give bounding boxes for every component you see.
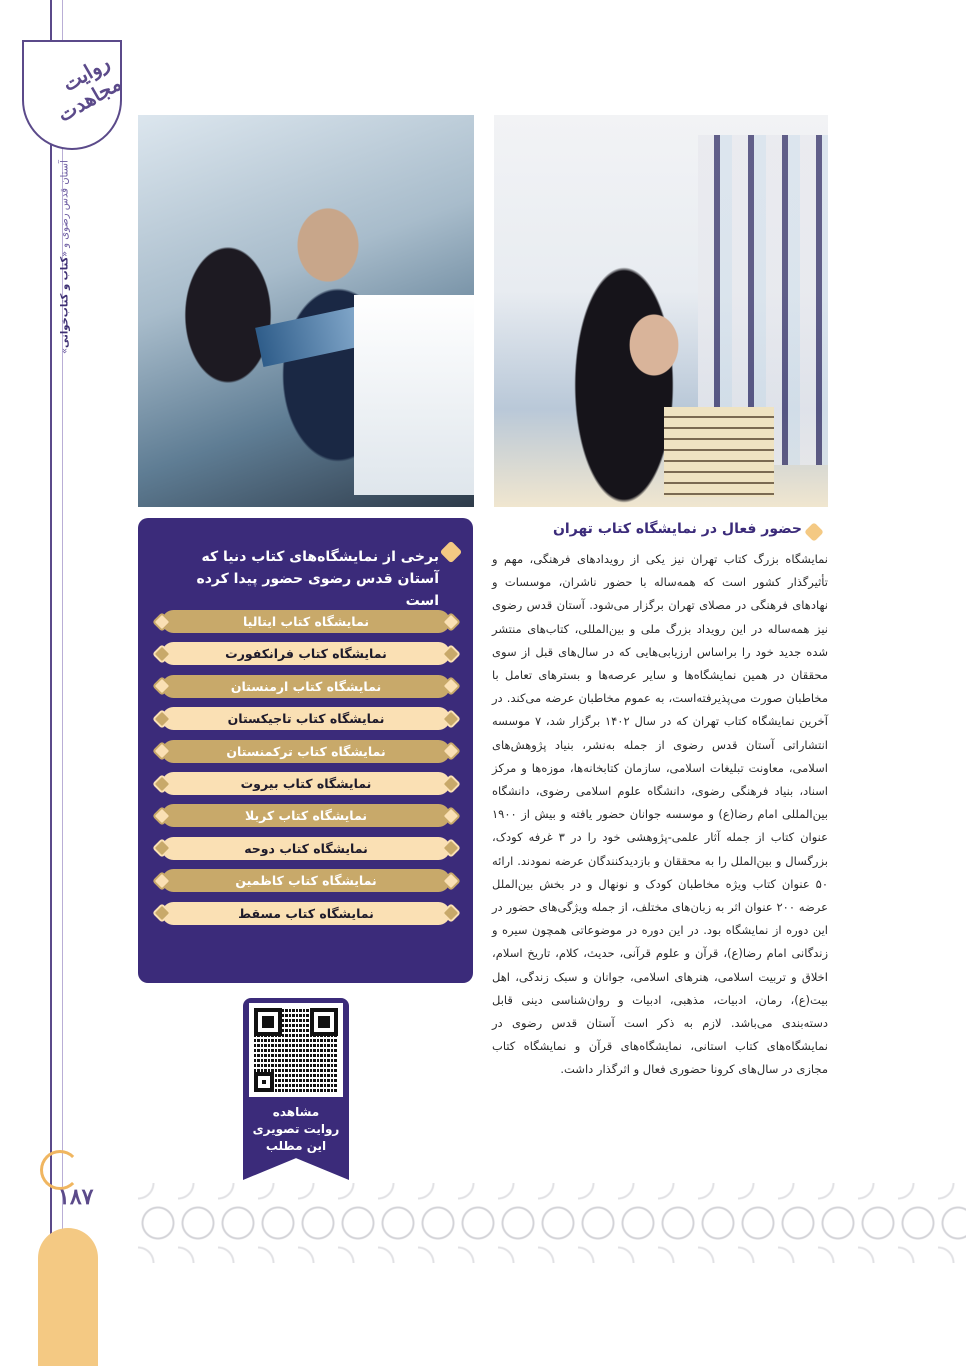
diamond-bullet-icon [440, 541, 463, 564]
photo-women-at-bookstand [494, 115, 828, 507]
ornament-icon [150, 837, 173, 860]
ornament-icon [150, 902, 173, 925]
logo-text: روایت مجاهدت [53, 50, 126, 127]
ornament-icon [150, 804, 173, 827]
ornament-icon [439, 869, 462, 892]
qr-caption [243, 1104, 349, 1155]
ornament-icon [439, 837, 462, 860]
photo-man-reading-book [138, 115, 474, 507]
exhibition-item [162, 707, 450, 730]
qr-code[interactable] [249, 1003, 343, 1097]
section-caption-suffix: » [59, 348, 71, 355]
article-paragraph: نمایشگاه بزرگ کتاب تهران نیز یکی از رویدادهای فرهنگی، مهم و تأثیرگذار کشور است که همه‌ساله با حضور ناشران، موسسات و نهادهای فرهنگی در مصلای تهران برگزار می‌شود. آستان قدس رضوی نیز همه‌ساله در این رویداد بزرگ ملی و بین‌المللی، کتاب‌های منتشر شده جدید خود را براساس ارزیابی‌هایی که در سال‌های قبل از سوی محققان در همین نمایشگاه‌ها و سایر عرصه‌ها و بسترهای تعامل با مخاطبان صورت می‌پذیرفته‌است، به عموم مخاطبان عرضه می‌کند. در آخرین نمایشگاه کتاب تهران که در سال ۱۴۰۲ برگزار شد، ۷ موسسه انتشاراتی آستان قدس رضوی از جمله به‌نشر، بنیاد پژوهش‌های اسلامی، معاونت تبلیغات اسلامی، سازمان کتابخانه‌ها، موزه‌ها و مرکز اسناد، بنیاد فرهنگی رضوی، دانشگاه علوم اسلامی رضوی، دانشگاه بین‌المللی امام رضا(ع) و موسسه جوانان حضور یافته و بیش از ۱۹۰۰ عنوان کتاب از جمله آثار علمی-پژوهشی خود را در ۳ غرفه کودک، بزرگسال و بین‌الملل را به محققان و بازدیدکنندگان عرضه نمودند. ارائه ۵۰ عنوان کتاب ویژه مخاطبان کودک و نونهال و در بخش بین‌الملل عرضه ۲۰۰ عنوان اثر به زبان‌های مختلف، از جمله ویژگی‌های حضور در این دوره از نمایشگاه بود. در این دوره در موضوعاتی همچون سیره و زندگانی امام رضا(ع)، قرآن و علوم قرآنی، حدیث، کلام، تاریخ اسلام، اخلاق و تربیت اسلامی، هنرهای اسلامی، جوانان و سبک زندگی، اهل بیت(ع)، رمان، ادبیات، مذهبی، ادبیات و روان‌شناسی دینی قابل دسته‌بندی می‌باشد. لازم به ذکر است آستان قدس رضوی در نمایشگاه‌های کتاب استانی، نمایشگاه‌های قرآن و نمایشگاه کتاب مجازی در سال‌های کرونا حضوری فعال و اثرگذار داشت. [492, 552, 828, 1077]
ornament-icon [150, 675, 173, 698]
ornament-icon [150, 740, 173, 763]
photo-display-wall [354, 295, 474, 495]
diamond-bullet-icon [804, 522, 824, 542]
exhibition-item-label: نمایشگاه کتاب ایتالیا [242, 614, 370, 629]
magazine-logo [22, 40, 126, 150]
exhibition-item-label: نمایشگاه کتاب ارمنستان [230, 678, 382, 694]
ornament-icon [439, 610, 462, 633]
qr-code-pattern [254, 1008, 338, 1092]
exhibition-item-label: نمایشگاه کتاب فرانکفورت [225, 646, 387, 662]
qr-caption-line2: روایت تصویری [252, 1122, 340, 1136]
exhibition-item [162, 740, 450, 763]
ornament-icon [150, 642, 173, 665]
exhibition-item-label: نمایشگاه کتاب بیروت [240, 776, 372, 791]
article-body [492, 548, 828, 1082]
ornament-icon [439, 707, 462, 730]
exhibition-item [162, 610, 450, 633]
article-title: حضور فعال در نمایشگاه کتاب تهران [552, 521, 802, 537]
exhibition-item [162, 642, 450, 665]
exhibition-item-label: نمایشگاه کتاب دوحه [244, 840, 368, 856]
exhibition-item [162, 869, 450, 892]
ornament-icon [150, 610, 173, 633]
exhibition-item [162, 902, 450, 925]
exhibition-item-label: نمایشگاه کتاب ترکمنستان [226, 743, 386, 759]
ornament-icon [150, 869, 173, 892]
ornament-icon [439, 642, 462, 665]
gold-tab-ornament [38, 1228, 98, 1366]
exhibition-item-label: نمایشگاه کتاب تاجیکستان [227, 711, 385, 727]
exhibition-item [162, 837, 450, 860]
ornament-icon [439, 804, 462, 827]
ornament-icon [439, 675, 462, 698]
ornament-icon [150, 707, 173, 730]
footer-ornament-pattern [138, 1183, 966, 1263]
section-caption [50, 160, 80, 390]
page-number: ۱۸۷ [58, 1184, 94, 1210]
exhibitions-box [138, 518, 473, 983]
exhibitions-box-title: برخی از نمایشگاه‌های کتاب دنیا که آستان قدس رضوی حضور پیدا کرده است [196, 549, 439, 609]
exhibition-item [162, 675, 450, 698]
ornament-icon [439, 902, 462, 925]
exhibition-item [162, 772, 450, 795]
exhibition-item-label: نمایشگاه کتاب کربلا [244, 808, 368, 824]
ornament-icon [439, 740, 462, 763]
section-caption-bold: کتاب و کتاب‌خوانی [59, 256, 71, 349]
exhibition-item-label: نمایشگاه کتاب مسقط [238, 905, 374, 921]
section-caption-prefix: آستان قدس رضوی و « [59, 160, 71, 257]
exhibition-item-label: نمایشگاه کتاب کاظمین [235, 873, 377, 889]
ornament-icon [439, 772, 462, 795]
photo-book-stack [664, 407, 774, 497]
ornament-icon [150, 772, 173, 795]
qr-caption-line1: مشاهده [272, 1105, 320, 1119]
qr-caption-line3: این مطلب [265, 1139, 327, 1153]
exhibition-item [162, 804, 450, 827]
